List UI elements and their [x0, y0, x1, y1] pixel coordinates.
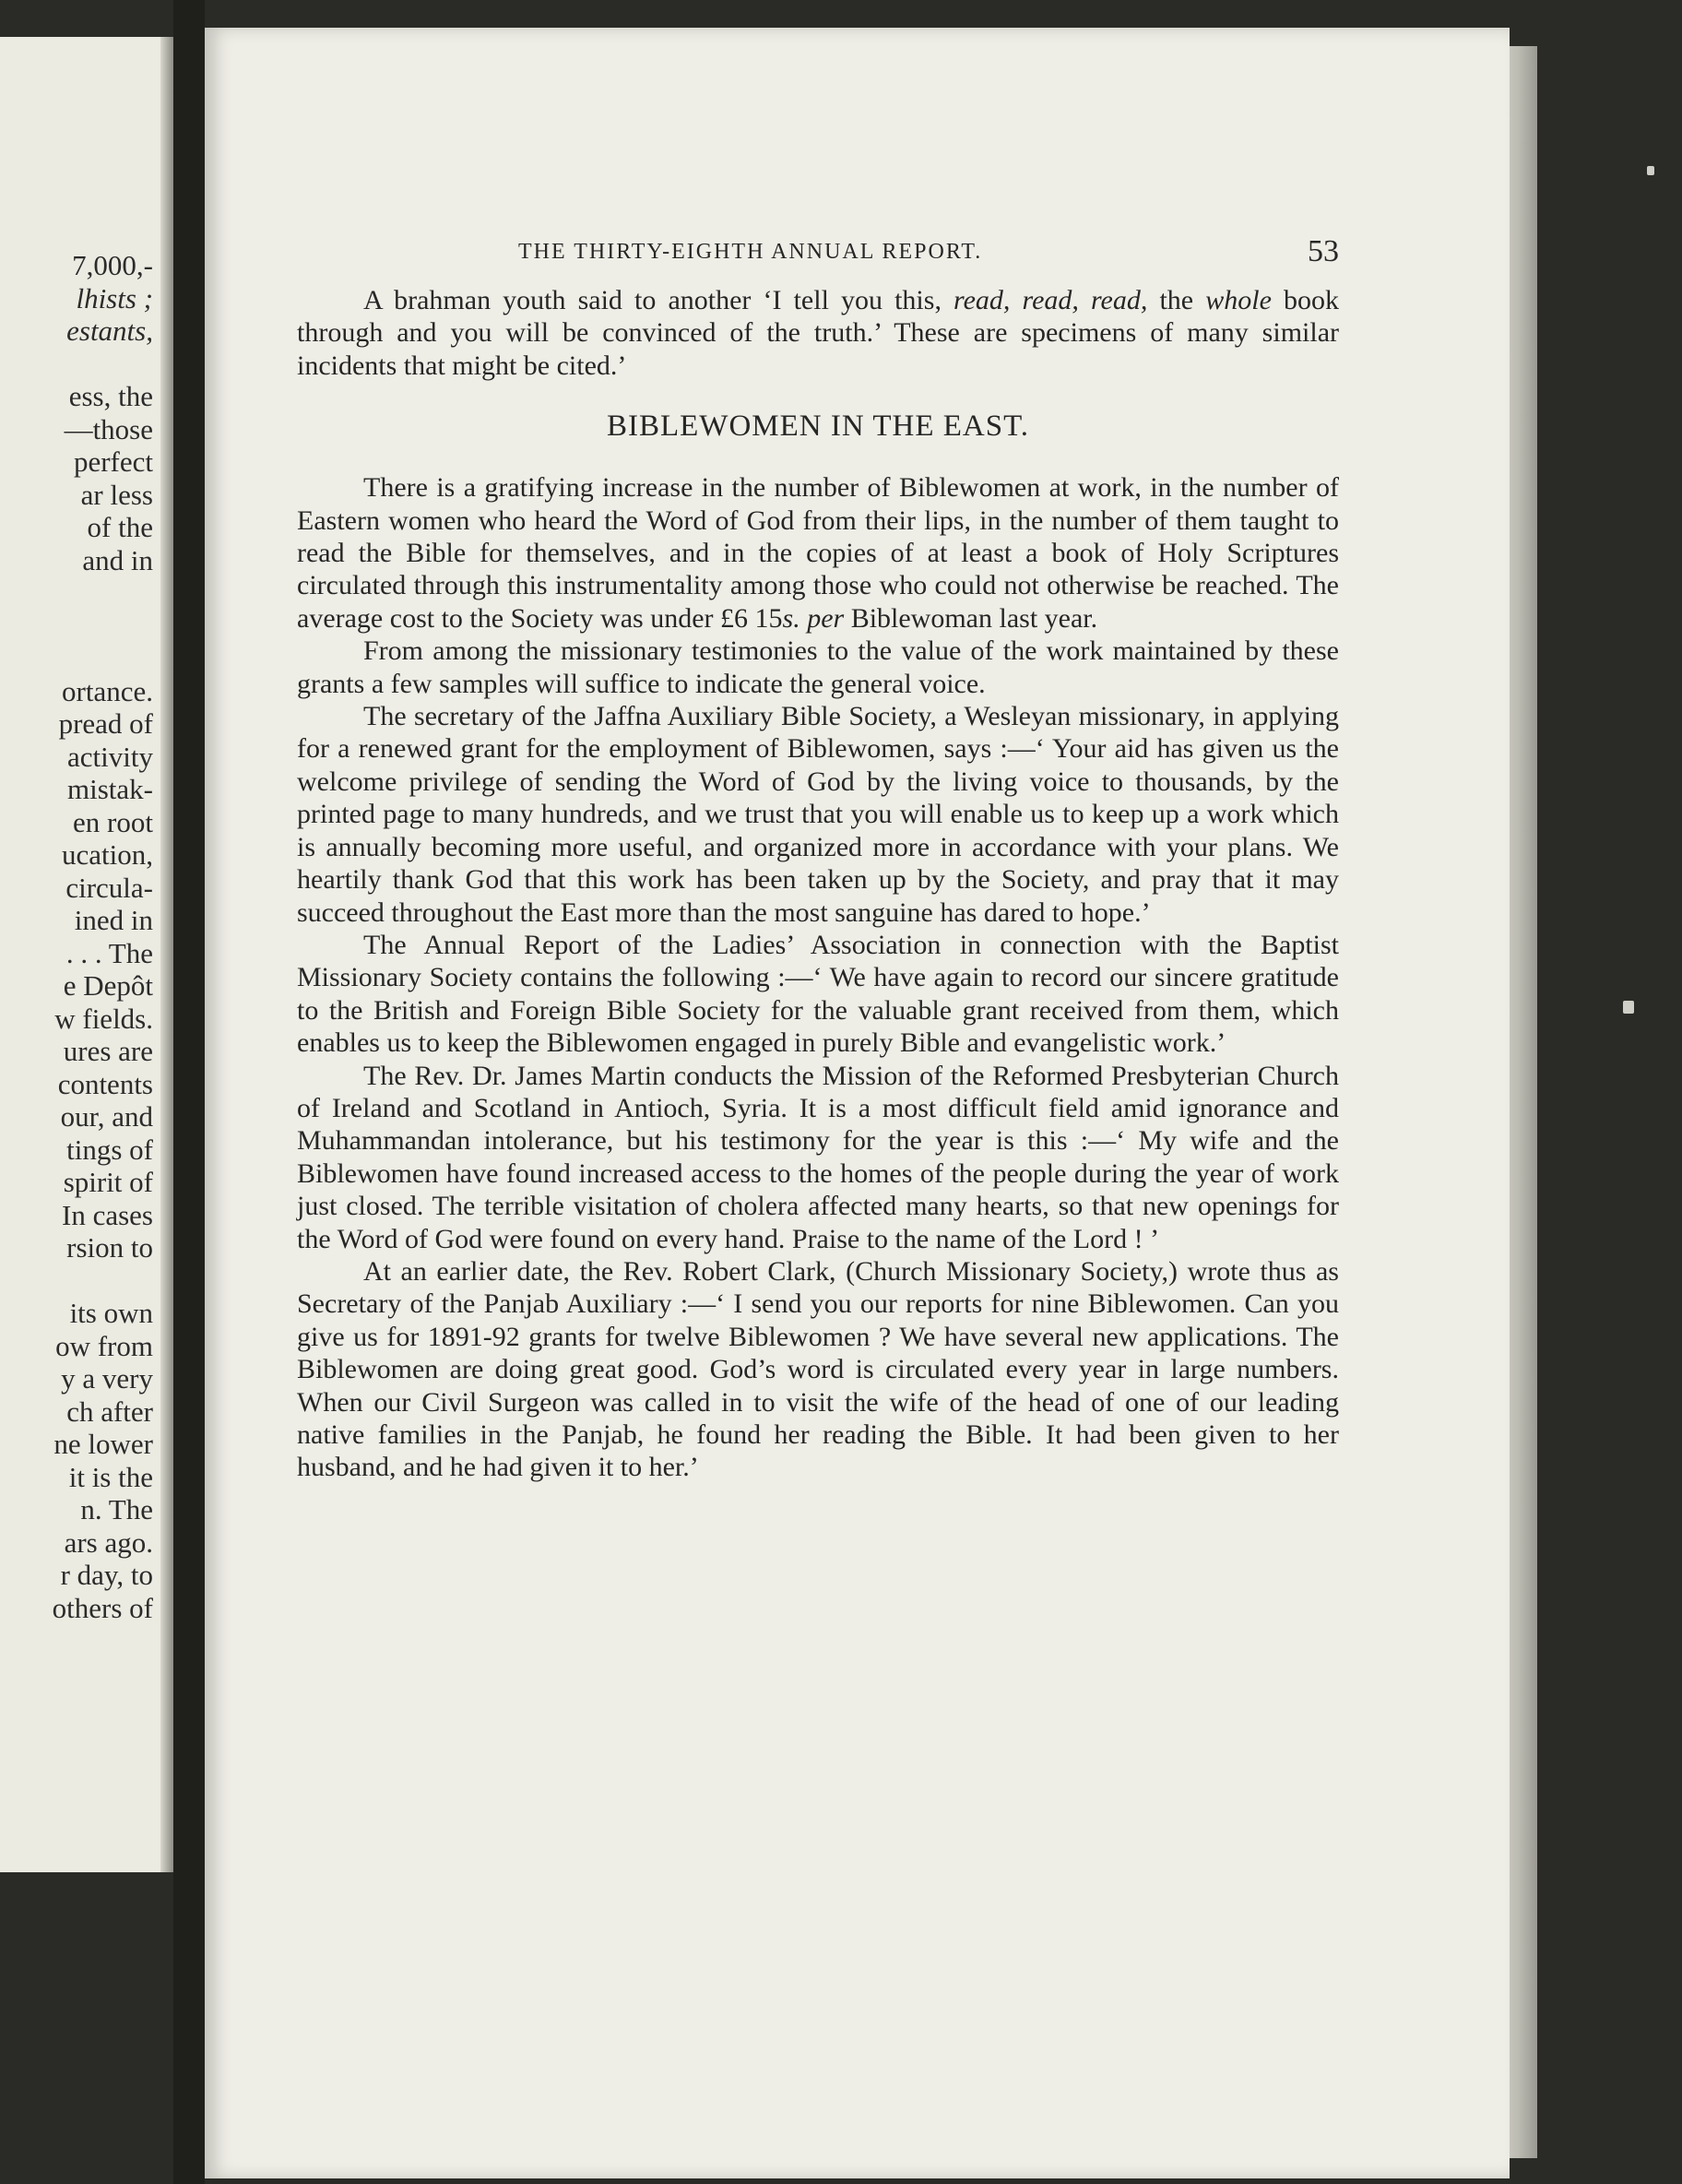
opening-text-2: the	[1147, 285, 1206, 315]
facing-page-line: contents	[57, 1067, 153, 1100]
facing-page-line: r day, to	[60, 1559, 153, 1591]
facing-page-line: of the	[87, 511, 153, 543]
facing-page-line: its own	[69, 1297, 153, 1329]
opening-italic-2: whole	[1205, 285, 1272, 315]
facing-page-line: it is the	[68, 1460, 153, 1493]
paragraph-1-italic: s. per	[782, 602, 845, 634]
facing-page	[0, 37, 173, 1872]
paragraph-2: From among the missionary testimonies to the value of the work maintained by these grants a few samples will suffice to indicate the general voice.	[297, 635, 1339, 699]
opening-paragraph	[297, 284, 1339, 382]
facing-page-line: spirit of	[63, 1166, 153, 1198]
book-spine-gap	[173, 0, 205, 2184]
facing-page-line: our, and	[60, 1100, 153, 1133]
facing-page-line: tings of	[66, 1133, 153, 1166]
opening-italic-1: read, read, read,	[954, 285, 1148, 315]
paragraph-5: The Rev. Dr. James Martin conducts the Mission of the Reformed Presbyterian Church of Ireland and Scotland in Antioch, Syria. It is a most difficult field amid ignorance and Muhammandan intolerance, but his testimony for the year is this :—‘ My wife and the Biblewomen have found increased access to the homes of the people during the year of work just closed. The terrible visitation of cholera affected many hearts, so that new openings for the Word of God were found on every hand. Praise to the name of the Lord ! ’	[297, 1060, 1339, 1254]
facing-page-line: circula-	[65, 871, 153, 904]
running-title: THE THIRTY-EIGHTH ANNUAL REPORT.	[518, 240, 983, 264]
facing-page-line: pread of	[58, 707, 153, 740]
facing-page-gutter	[160, 37, 173, 1872]
facing-page-line: ars ago.	[64, 1525, 153, 1559]
facing-page-line: —those	[64, 412, 153, 445]
facing-page-line: . . . The	[65, 936, 153, 969]
opening-text-1: A brahman youth said to another ‘I tell you this,	[363, 285, 954, 315]
facing-page-line: ne lower	[53, 1428, 153, 1460]
facing-page-line: lhists ;	[76, 281, 153, 315]
facing-page-line: ures are	[63, 1035, 153, 1067]
facing-page-line: rsion to	[66, 1231, 153, 1264]
page-content	[297, 234, 1340, 1484]
facing-page-line: ined in	[74, 904, 153, 936]
paragraph-3: The secretary of the Jaffna Auxiliary Bible Society, a Wesleyan missionary, in applying for a renewed grant for the employment of Biblewomen, says :—‘ Your aid has given us the welcome privilege of sending the Word of God by the living voice to thousands, by the printed page to many hundreds, and we trust that you will enable us to keep up a work which is annually becoming more useful, and organized more in accordance with your plans. We heartily thank God that this work has been taken up by the Society, and pray that it may succeed throughout the East more than the most sanguine has dared to hope.’	[297, 701, 1339, 928]
facing-page-line: others of	[52, 1591, 153, 1624]
section-heading: BIBLEWOMEN IN THE EAST.	[606, 410, 1030, 444]
paragraph-4: The Annual Report of the Ladies’ Association in connection with the Baptist Missionary Society contains the following :—‘ We have again to record our sincere gratitude to the British and Foreign Bible Society for the valuable grant received from them, which enables us to keep the Biblewomen engaged in purely Bible and evangelistic work.’	[297, 929, 1339, 1059]
paragraph-1-text-1: There is a gratifying increase in the number of Biblewomen at work, in the number of Eastern women who heard the Word of God from their lips, in the number of them taught to read the Bible for themselves, and in the copies of at least a book of Holy Scriptures circulated through this instrumentality among those who could not otherwise be reached. The average cost to the Society was under £6 15	[297, 472, 1339, 634]
paragraph-6: At an earlier date, the Rev. Robert Clark, (Church Missionary Society,) wrote thus as Secretary of the Panjab Auxiliary :—‘ I send you our reports for nine Biblewomen. Can you give us for 1891-92 grants for twelve Biblewomen ? We have several new applications. The Biblewomen are doing great good. God’s word is circulated every year in large numbers. When our Civil Surgeon was called in to visit the wife of the head of one of our leading native families in the Panjab, he found her reading the Bible. It had been given to her husband, and he had given it to her.’	[297, 1255, 1339, 1483]
book-page	[205, 28, 1510, 2178]
facing-page-line: n. The	[80, 1493, 153, 1525]
facing-page-line: ortance.	[62, 674, 153, 707]
paragraph-1-text-2: Biblewoman last year.	[844, 602, 1098, 634]
facing-page-line: activity	[67, 740, 153, 773]
facing-page-line: y a very	[61, 1362, 153, 1395]
facing-page-line: mistak-	[67, 773, 153, 805]
facing-page-line: In cases	[62, 1198, 153, 1231]
facing-page-line: ucation,	[62, 838, 153, 871]
facing-page-line: 7,000,-	[72, 249, 153, 281]
facing-page-line: perfect	[73, 445, 153, 478]
opening-text-3: book through and you will be convinced of the truth.’ These are specimens of many similar incidents that might be cited.’	[297, 285, 1340, 381]
facing-page-line: ch after	[66, 1395, 153, 1428]
facing-page-line: e Depôt	[63, 969, 153, 1002]
running-head	[297, 234, 1339, 284]
dust-speck	[1623, 1001, 1634, 1014]
facing-page-line: w fields.	[54, 1002, 153, 1035]
facing-page-line: estants,	[66, 315, 153, 347]
dust-speck	[1647, 166, 1654, 175]
facing-page-line: ow from	[55, 1329, 153, 1362]
page-number: 53	[1308, 234, 1339, 268]
facing-page-line: and in	[82, 543, 153, 576]
paragraph-1	[297, 471, 1339, 635]
facing-page-line: ess, the	[68, 380, 153, 412]
facing-page-line: ar less	[80, 478, 153, 511]
facing-page-line: en root	[73, 805, 153, 838]
